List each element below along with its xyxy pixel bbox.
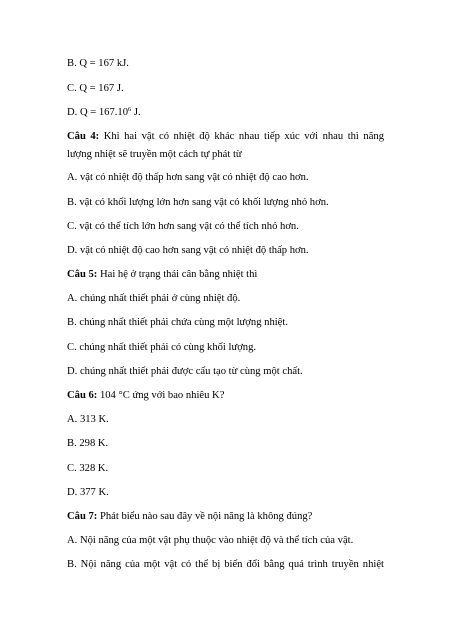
option-text: A. vật có nhiệt độ thấp hơn sang vật có nhiệt độ cao hơn. (67, 172, 309, 183)
question-text: Phát biểu nào sau đây về nội năng là không đúng? (97, 511, 313, 522)
question-6 (67, 389, 224, 402)
answer-option (67, 82, 124, 95)
answer-option (67, 486, 109, 499)
exponent: 6 (128, 106, 132, 113)
option-text: D. 377 K. (67, 487, 109, 498)
option-text: C. chúng nhất thiết phải có cùng khối lượng. (67, 342, 257, 353)
question-7 (67, 510, 312, 523)
option-text: B. chúng nhất thiết phải chứa cùng một lượng nhiệt. (67, 317, 288, 328)
question-text: 104 °C ứng với bao nhiêu K? (97, 390, 225, 401)
option-text: B. Q = 167 kJ. (67, 58, 129, 69)
answer-option (67, 365, 303, 378)
question-text: Khi hai vật có nhiệt độ khác nhau tiếp xúc với nhau thì năng (99, 131, 384, 142)
option-text: D. vật có nhiệt độ cao hơn sang vật có nhiệt độ thấp hơn. (67, 245, 309, 256)
question-label: Câu 5: (67, 269, 98, 280)
answer-option (67, 462, 108, 475)
question-text: Hai hệ ở trạng thái cân bằng nhiệt thì (97, 269, 258, 280)
answer-option (67, 413, 109, 426)
question-label: Câu 6: (67, 390, 98, 401)
option-text: C. Q = 167 J. (67, 83, 124, 94)
answer-option (67, 57, 129, 70)
option-text: B. Nội năng của một vật có thể bị biến đổi bằng quá trình truyền nhiệt (67, 559, 384, 570)
answer-option (67, 196, 329, 209)
answer-option (67, 292, 240, 305)
option-text: D. Q = 167.10 (67, 107, 129, 118)
question-label: Câu 4: (67, 131, 100, 142)
option-text: D. chúng nhất thiết phải được cấu tạo từ cùng một chất. (67, 366, 303, 377)
question-label: Câu 7: (67, 511, 98, 522)
answer-option (67, 558, 384, 571)
answer-option (67, 220, 299, 233)
option-text: A. Nội năng của một vật phụ thuộc vào nhiệt độ và thể tích của vật. (67, 535, 354, 546)
option-unit: J. (131, 107, 141, 118)
answer-option (67, 316, 288, 329)
question-text: lượng nhiệt sẽ truyền một cách tự phát từ (67, 149, 242, 160)
answer-option (67, 437, 108, 450)
option-text: A. chúng nhất thiết phải ở cùng nhiệt độ. (67, 293, 241, 304)
answer-option (67, 244, 309, 257)
answer-option (67, 106, 141, 119)
option-text: C. 328 K. (67, 463, 109, 474)
question-4 (67, 130, 384, 143)
option-text: B. 298 K. (67, 438, 109, 449)
option-text: B. vật có khối lượng lớn hơn sang vật có khối lượng nhỏ hơn. (67, 197, 329, 208)
question-4-continued (67, 148, 242, 161)
option-text: C. vật có thể tích lớn hơn sang vật có thể tích nhỏ hơn. (67, 221, 299, 232)
answer-option (67, 534, 353, 547)
answer-option (67, 171, 309, 184)
question-5 (67, 268, 257, 281)
option-text: A. 313 K. (67, 414, 109, 425)
answer-option (67, 341, 256, 354)
